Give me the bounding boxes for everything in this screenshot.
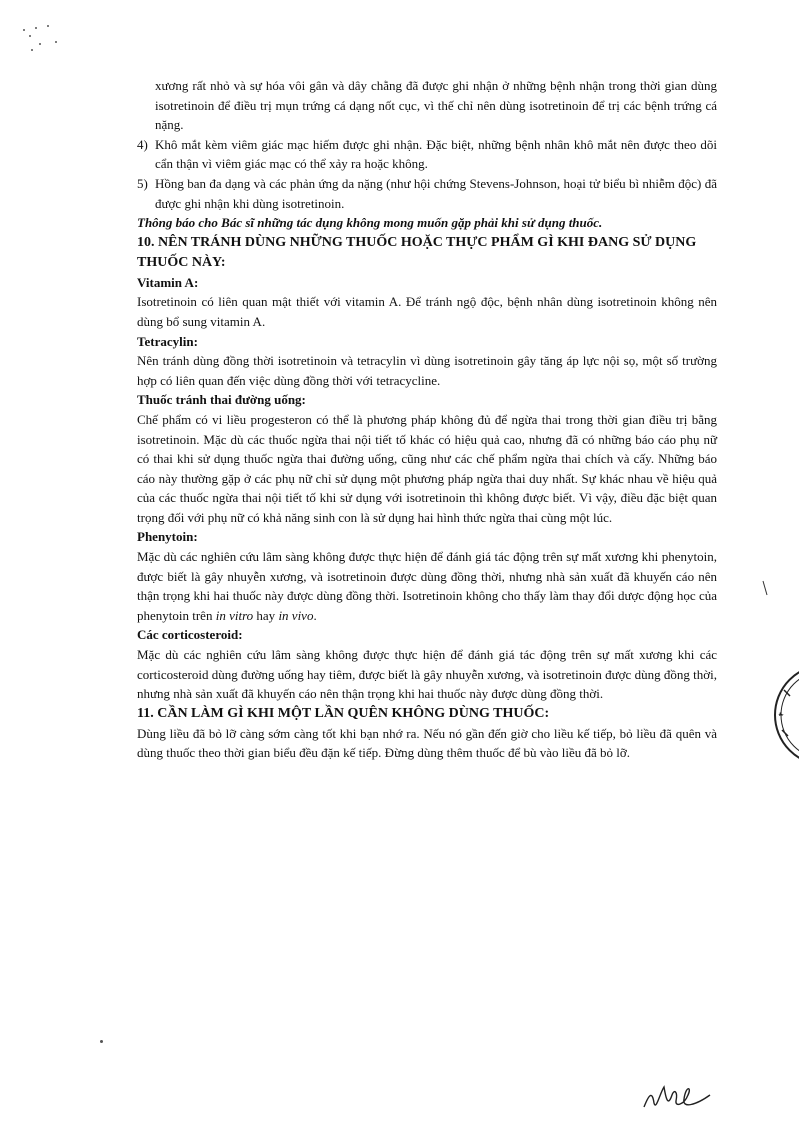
phenytoin-paragraph [137, 547, 717, 625]
margin-tick-mark-icon [762, 580, 768, 596]
phenytoin-heading: Phenytoin: [137, 529, 198, 545]
phenytoin-period: . [313, 607, 317, 623]
corticosteroid-paragraph: Mặc dù các nghiên cứu lâm sàng không được thực hiện để đánh giá tác động trên sự mất xương khi các corticosteroid dùng đường uống hay tiêm, được biết là gây nhuyễn xương, và isotretinoin được dùng đồng thời, nhưng nhà sản xuất đã khuyến cáo nên thận trọng khi hai thuốc này được dùng đồng thời. [137, 647, 717, 702]
contraceptive-heading: Thuốc tránh thai đường uống: [137, 392, 306, 408]
phenytoin-text: Mặc dù các nghiên cứu lâm sàng không được thực hiện để đánh giá tác động trên sự mất xương khi phenytoin, được biết là gây nhuyễn xương, và isotretinoin được dùng đồng thời, nhưng nhà sản xuất đã khuyến cáo nên thận trọng khi hai thuốc này được dùng đồng thời. Isotretinoin không cho thấy làm thay đổi dược động học của phenytoin trên [137, 549, 717, 623]
in-vivo-term: in vivo [278, 607, 314, 623]
list-item-4 [137, 135, 717, 174]
corticosteroid-heading: Các corticosteroid: [137, 627, 243, 643]
section-11-heading: 11. CẦN LÀM GÌ KHI MỘT LẦN QUÊN KHÔNG DÙNG THUỐC: [137, 705, 550, 721]
in-vitro-term: in vitro [215, 607, 254, 623]
hay-word: hay [256, 607, 276, 623]
scan-dot [100, 1040, 103, 1043]
section-10-heading: 10. NÊN TRÁNH DÙNG NHỮNG THUỐC HOẶC THỰC PHẨM GÌ KHI ĐANG SỬ DỤNG THUỐC NÀY: [137, 234, 697, 270]
document-body [137, 76, 717, 763]
scan-artifact-icon [18, 20, 68, 56]
list-item-text: Hồng ban đa dạng và các phản ứng da nặng (như hội chứng Stevens-Johnson, hoại tử biểu bì nhiễm độc) đã được ghi nhận khi dùng isotretinoin. [155, 175, 717, 211]
handwritten-signature-icon [640, 1075, 720, 1115]
list-number: 4) [137, 136, 148, 152]
notice-text: Thông báo cho Bác sĩ những tác dụng không mong muốn gặp phải khi sử dụng thuốc. [137, 215, 603, 231]
stamp-seal-icon [770, 660, 799, 770]
list-item-5 [137, 174, 717, 213]
list-number: 5) [137, 175, 148, 191]
tetracylin-paragraph: Nên tránh dùng đồng thời isotretinoin và tetracylin vì dùng isotretinoin gây tăng áp lực nội sọ, một số trường hợp có liên quan đến việc dùng đồng thời với tetracycline. [137, 353, 717, 388]
contraceptive-paragraph: Chế phẩm có vi liều progesteron có thể là phương pháp không đủ để ngừa thai trong thời gian điều trị bằng isotretinoin. Mặc dù các thuốc ngừa thai nội tiết tố khác có hiệu quả cao, nhưng đã có những báo cáo phụ nữ có thai khi sử dụng thuốc ngừa thai đường uống, cũng như các chế phẩm ngừa thai chích và cấy. Những báo cáo này thường gặp ở các phụ nữ chỉ sử dụng một phương pháp ngừa thai duy nhất. Sự khác nhau về hiệu quả của các thuốc ngừa thai nội tiết tố khi sử dụng với isotretinoin thì không được biết. Vì vậy, điều đặc biệt quan trọng đối với phụ nữ có khả năng sinh con là sử dụng hai hình thức ngừa thai cùng một lúc. [137, 411, 717, 525]
section-11-paragraph: Dùng liều đã bỏ lỡ càng sớm càng tốt khi bạn nhớ ra. Nếu nó gần đến giờ cho liều kế tiếp, bỏ liều đã quên và dùng thuốc theo thời gian biểu đều đặn kế tiếp. Đừng dùng thêm thuốc để bù vào liều đã bỏ lỡ. [137, 725, 717, 761]
continued-paragraph: xương rất nhỏ và sự hóa vôi gân và dây chằng đã được ghi nhận ở những bệnh nhận trong thời gian dùng isotretinoin để điều trị mụn trứng cá dạng nốt cục, vì thế chỉ nên dùng isotretinoin để trị các bệnh trứng cá nặng. [155, 78, 717, 133]
vitamin-a-paragraph: Isotretinoin có liên quan mật thiết với vitamin A. Để tránh ngộ độc, bệnh nhân dùng isotretinoin không nên dùng bổ sung vitamin A. [137, 294, 717, 329]
tetracylin-heading: Tetracylin: [137, 333, 198, 349]
list-item-text: Khô mắt kèm viêm giác mạc hiếm được ghi nhận. Đặc biệt, những bệnh nhân khô mắt nên được theo dõi cẩn thận vì viêm giác mạc có thể xảy ra hoặc không. [155, 136, 717, 172]
vitamin-a-heading: Vitamin A: [137, 274, 199, 290]
